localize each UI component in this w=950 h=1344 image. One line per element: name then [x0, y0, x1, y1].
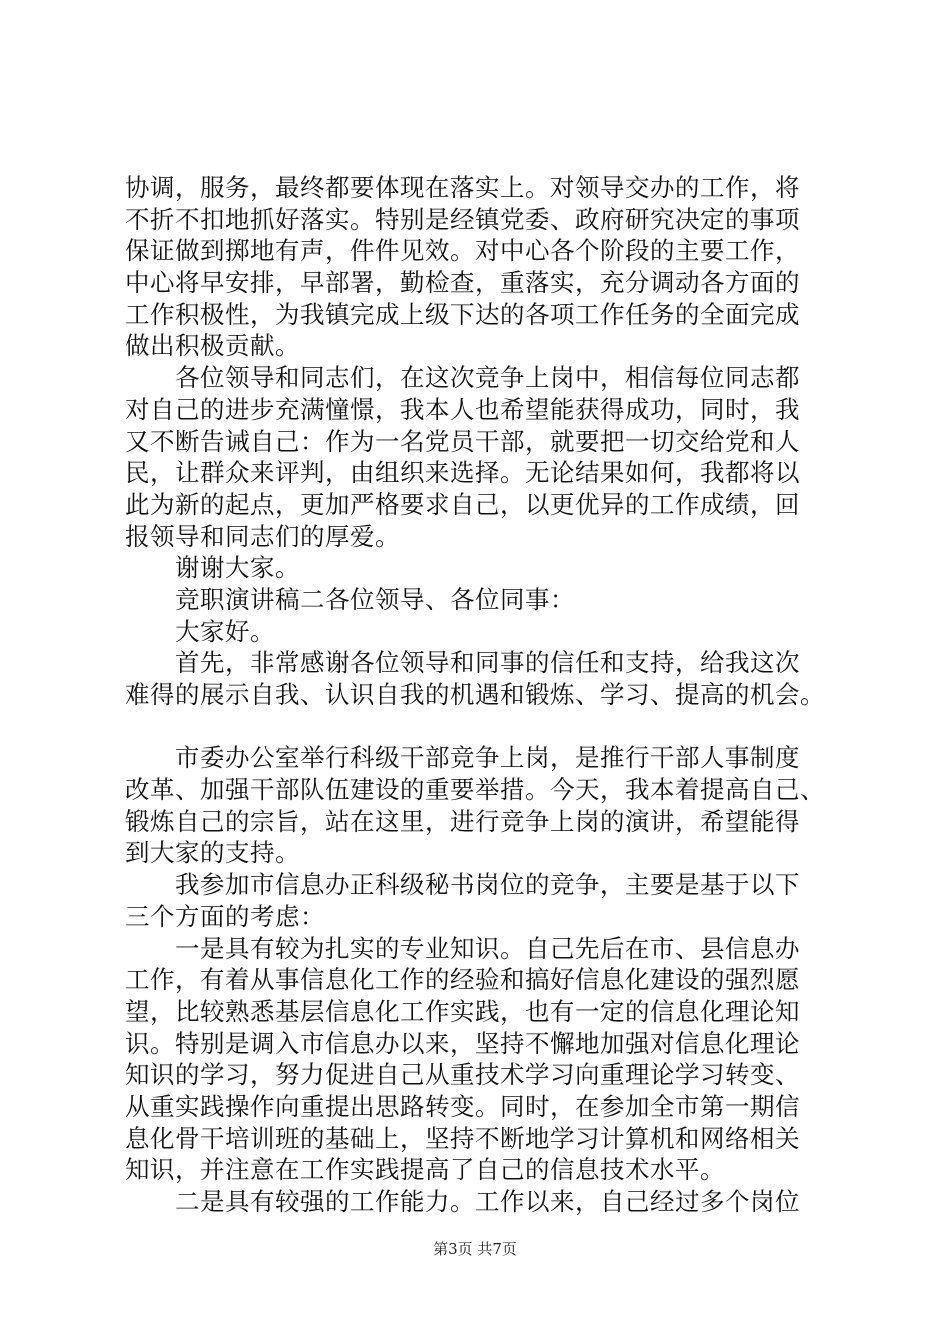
text-line: 三个方面的考虑： — [125, 901, 325, 931]
text-line: 对自己的进步充满憧憬，我本人也希望能获得成功，同时，我 — [125, 394, 800, 424]
text-line: 一是具有较为扎实的专业知识。自己先后在市、县信息办 — [125, 933, 800, 963]
text-line: 又不断告诫自己：作为一名党员干部，就要把一切交给党和人 — [125, 426, 800, 456]
text-line: 息化骨干培训班的基础上，坚持不断地学习计算机和网络相关 — [125, 1123, 800, 1153]
text-line: 锻炼自己的宗旨，站在这里，进行竞争上岗的演讲，希望能得 — [125, 806, 800, 836]
text-line: 工作，有着从事信息化工作的经验和搞好信息化建设的强烈愿 — [125, 965, 800, 995]
text-line: 此为新的起点，更加严格要求自己，以更优异的工作成绩，回 — [125, 489, 800, 519]
text-line: 不折不扣地抓好落实。特别是经镇党委、政府研究决定的事项 — [125, 204, 800, 234]
text-line: 各位领导和同志们，在这次竞争上岗中，相信每位同志都 — [125, 363, 800, 393]
text-line: 知识，并注意在工作实践提高了自己的信息技术水平。 — [125, 1155, 725, 1185]
text-line: 民，让群众来评判，由组织来选择。无论结果如何，我都将以 — [125, 458, 800, 488]
text-line — [125, 711, 845, 743]
text-line: 首先，非常感谢各位领导和同事的信任和支持，给我这次 — [125, 648, 800, 678]
text-line: 到大家的支持。 — [125, 838, 300, 868]
text-line: 我参加市信息办正科级秘书岗位的竞争，主要是基于以下 — [125, 870, 800, 900]
text-line: 从重实践操作向重提出思路转变。同时，在参加全市第一期信 — [125, 1091, 800, 1121]
text-line: 保证做到掷地有声，件件见效。对中心各个阶段的主要工作， — [125, 236, 800, 266]
text-line: 望，比较熟悉基层信息化工作实践，也有一定的信息化理论知 — [125, 996, 800, 1026]
text-line: 市委办公室举行科级干部竞争上岗，是推行干部人事制度 — [125, 743, 800, 773]
text-line: 知识的学习，努力促进自己从重技术学习向重理论学习转变、 — [125, 1060, 800, 1090]
text-line: 谢谢大家。 — [125, 553, 300, 583]
text-line: 改革、加强干部队伍建设的重要举措。今天，我本着提高自己、 — [125, 775, 825, 805]
text-line: 二是具有较强的工作能力。工作以来，自己经过多个岗位 — [125, 1187, 800, 1216]
text-line: 协调，服务，最终都要体现在落实上。对领导交办的工作，将 — [125, 173, 800, 202]
body-text — [125, 172, 845, 1218]
text-line: 报领导和同志们的厚爱。 — [125, 521, 400, 551]
text-line: 中心将早安排，早部署，勤检查，重落实，充分调动各方面的 — [125, 268, 800, 298]
text-line: 工作积极性，为我镇完成上级下达的各项工作任务的全面完成 — [125, 299, 800, 329]
text-line: 难得的展示自我、认识自我的机遇和锻炼、学习、提高的机会。 — [125, 680, 825, 709]
text-line: 做出积极贡献。 — [125, 331, 300, 361]
page-footer: 第3页 共7页 — [433, 1240, 517, 1258]
text-line: 识。特别是调入市信息办以来，坚持不懈地加强对信息化理论 — [125, 1028, 800, 1058]
text-line: 大家好。 — [125, 616, 275, 646]
text-line: 竞职演讲稿二各位领导、各位同事： — [125, 584, 575, 614]
